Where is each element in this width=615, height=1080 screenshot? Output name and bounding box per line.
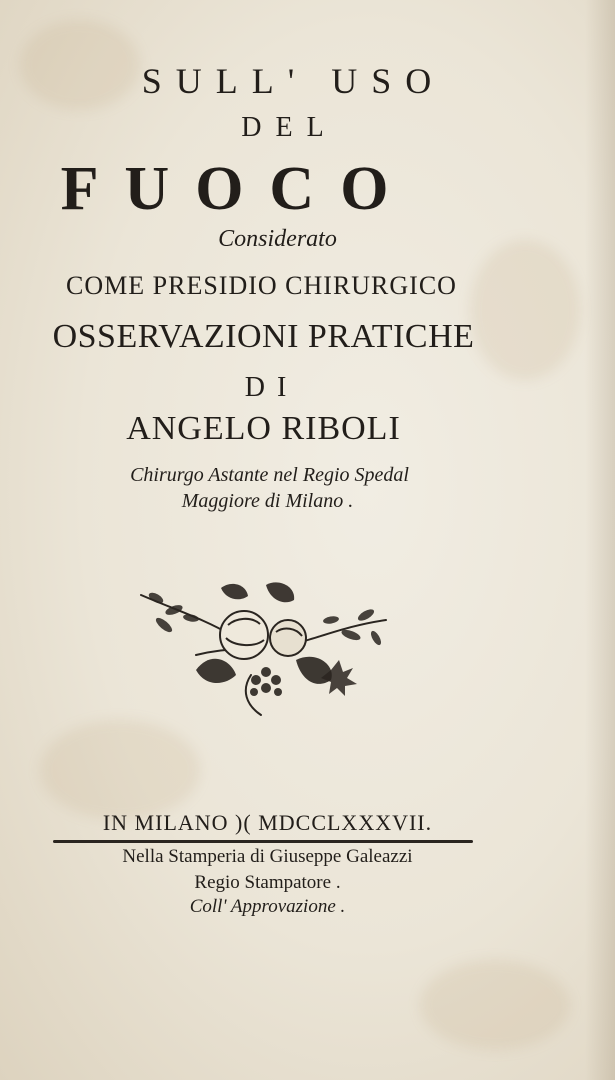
byline-prefix: DI: [244, 372, 299, 403]
imprint-printer-title: Regio Stampatore .: [194, 872, 341, 893]
author-role-line-1: Chirurgo Astante nel Regio Spedal: [130, 464, 409, 486]
author-name: ANGELO RIBOLI: [126, 410, 401, 447]
title-line-2: DEL: [241, 112, 338, 143]
imprint-place-date: IN MILANO )( MDCCLXXXVII.: [102, 810, 433, 835]
page-edge-shadow: [585, 0, 615, 1080]
imprint-rule: [53, 840, 473, 843]
subtitle-line-2: COME PRESIDIO CHIRURGICO: [66, 271, 457, 300]
fruit-and-foliage-ornament-icon: [136, 580, 391, 720]
foxing-stain: [40, 720, 200, 820]
title-line-1: SULL' USO: [141, 61, 446, 101]
foxing-stain: [420, 960, 570, 1050]
imprint-printer: Nella Stamperia di Giuseppe Galeazzi: [122, 846, 413, 867]
title-line-3: FUOCO: [60, 155, 415, 223]
imprint-approval: Coll' Approvazione .: [189, 896, 346, 917]
author-role-line-2: Maggiore di Milano .: [181, 490, 354, 512]
subtitle-line-1: Considerato: [218, 226, 337, 252]
subtitle-line-3: OSSERVAZIONI PRATICHE: [52, 318, 475, 355]
foxing-stain: [470, 240, 580, 380]
